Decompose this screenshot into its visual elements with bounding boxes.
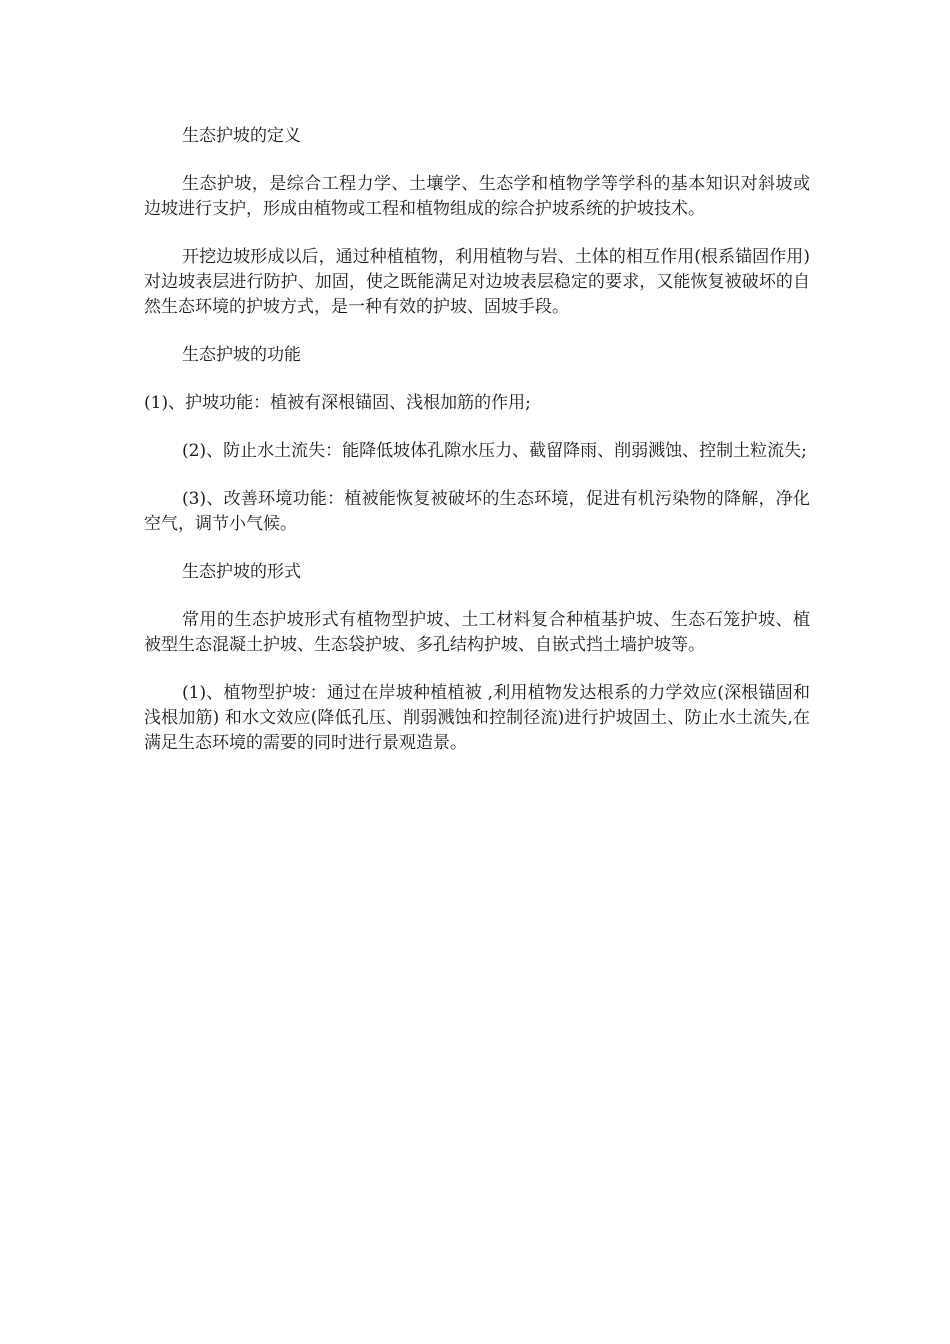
para-forms-1: (1)、植物型护坡：通过在岸坡种植植被 ,利用植物发达根系的力学效应(深根锚固和浅根加筋) 和水文效应(降低孔压、削弱溅蚀和控制径流)进行护坡固土、防止水土流失,在满足生态环境的需要的同时进行景观造景。 bbox=[144, 683, 810, 753]
heading-definition: 生态护坡的定义 bbox=[182, 126, 301, 146]
para-excavation: 开挖边坡形成以后，通过种植植物，利用植物与岩、土体的相互作用(根系锚固作用)对边坡表层进行防护、加固，使之既能满足对边坡表层稳定的要求，又能恢复被破坏的自然生态环境的护坡方式，是一种有效的护坡、固坡手段。 bbox=[144, 247, 810, 317]
para-function-2: (2)、防止水土流失：能降低坡体孔隙水压力、截留降雨、削弱溅蚀、控制土粒流失; bbox=[182, 441, 807, 461]
heading-forms: 生态护坡的形式 bbox=[182, 562, 301, 582]
para-forms: 常用的生态护坡形式有植物型护坡、土工材料复合种植基护坡、生态石笼护坡、植被型生态混凝土护坡、生态袋护坡、多孔结构护坡、自嵌式挡土墙护坡等。 bbox=[144, 610, 810, 655]
document-page bbox=[144, 124, 810, 779]
para-definition: 生态护坡，是综合工程力学、土壤学、生态学和植物学等学科的基本知识对斜坡或边坡进行支护，形成由植物或工程和植物组成的综合护坡系统的护坡技术。 bbox=[144, 174, 810, 219]
heading-function: 生态护坡的功能 bbox=[182, 345, 301, 365]
para-function-1: (1)、护坡功能：植被有深根锚固、浅根加筋的作用; bbox=[144, 393, 531, 413]
para-function-3: (3)、改善环境功能：植被能恢复被破坏的生态环境，促进有机污染物的降解，净化空气，调节小气候。 bbox=[144, 489, 810, 534]
